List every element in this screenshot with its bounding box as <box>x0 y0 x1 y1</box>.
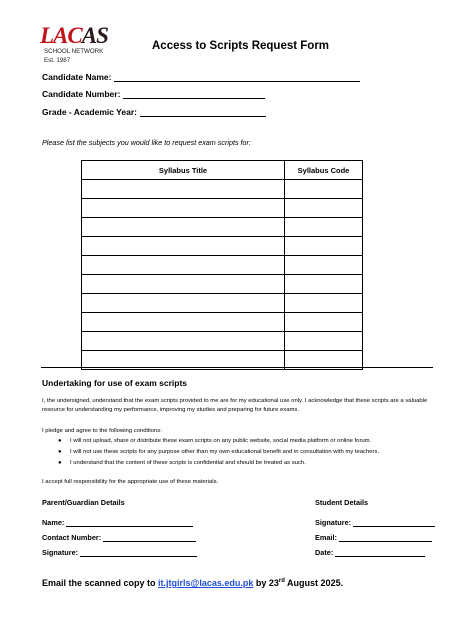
table-row <box>82 180 363 199</box>
header-syllabus-title: Syllabus Title <box>82 161 285 180</box>
syllabus-title-cell[interactable] <box>82 199 285 218</box>
parent-signature-line[interactable] <box>80 549 197 557</box>
student-date-label: Date: <box>315 548 334 557</box>
student-signature-field[interactable] <box>315 518 435 527</box>
syllabus-title-cell[interactable] <box>82 218 285 237</box>
syllabus-title-cell[interactable] <box>82 275 285 294</box>
table-row <box>82 218 363 237</box>
syllabus-title-cell[interactable] <box>82 237 285 256</box>
student-signature-line[interactable] <box>353 519 435 527</box>
form-title: Access to Scripts Request Form <box>152 40 330 52</box>
syllabus-code-cell[interactable] <box>285 218 363 237</box>
parent-name-line[interactable] <box>66 519 193 527</box>
parent-contact-line[interactable] <box>103 534 196 542</box>
table-row <box>82 199 363 218</box>
logo-mark <box>40 24 108 47</box>
grade-year-field[interactable] <box>42 107 266 117</box>
undertaking-heading: Undertaking for use of exam scripts <box>42 378 188 388</box>
grade-year-line[interactable] <box>140 108 266 117</box>
student-email-label: Email: <box>315 533 337 542</box>
candidate-name-line[interactable] <box>114 73 360 82</box>
list-item <box>58 459 428 468</box>
parent-signature-field[interactable] <box>42 548 197 557</box>
table-header-row <box>82 161 363 180</box>
parent-contact-field[interactable] <box>42 533 196 542</box>
candidate-number-field[interactable] <box>42 89 265 99</box>
subjects-table <box>81 160 363 370</box>
syllabus-title-cell[interactable] <box>82 180 285 199</box>
bullet-icon: ● <box>58 459 62 466</box>
conditions-list <box>58 437 428 469</box>
logo-mark-left: LAC <box>40 23 82 48</box>
undertaking-intro: I, the undersigned, understand that the exam scripts provided to me are for my educational use only. I acknowledge that these scripts are a valuable resource for understanding my performance, improving my studies and preparing for future exams. <box>42 398 428 413</box>
deadline-rest: August 2025. <box>284 578 344 588</box>
syllabus-code-cell[interactable] <box>285 332 363 351</box>
syllabus-code-cell[interactable] <box>285 180 363 199</box>
bullet-icon: ● <box>58 438 62 444</box>
condition-text: I will not upload, share or distribute these exam scripts on any public website, social media platform or online forum. <box>70 438 372 444</box>
syllabus-code-cell[interactable] <box>285 275 363 294</box>
logo-network-text: SCHOOL NETWORK <box>44 48 104 55</box>
submission-email-link[interactable]: it.jtgirls@lacas.edu.pk <box>158 578 254 588</box>
lacas-logo <box>40 24 112 70</box>
subjects-instruction: Please list the subjects you would like to request exam scripts for: <box>42 138 251 147</box>
condition-text: I understand that the content of these scripts is confidential and should be treated as such. <box>70 459 306 466</box>
syllabus-title-cell[interactable] <box>82 332 285 351</box>
submission-instruction <box>42 578 343 588</box>
table-row <box>82 313 363 332</box>
syllabus-code-cell[interactable] <box>285 313 363 332</box>
submission-deadline: by 23 <box>255 578 279 588</box>
syllabus-title-cell[interactable] <box>82 313 285 332</box>
list-item <box>58 448 428 457</box>
syllabus-code-cell[interactable] <box>285 237 363 256</box>
candidate-number-label: Candidate Number: <box>42 89 121 99</box>
table-row <box>82 275 363 294</box>
student-email-field[interactable] <box>315 533 432 542</box>
submission-prefix: Email the scanned copy to <box>42 578 156 588</box>
syllabus-code-cell[interactable] <box>285 256 363 275</box>
parent-contact-label: Contact Number: <box>42 533 102 542</box>
syllabus-code-cell[interactable] <box>285 199 363 218</box>
candidate-name-field[interactable] <box>42 72 360 82</box>
syllabus-code-cell[interactable] <box>285 294 363 313</box>
parent-details-heading: Parent/Guardian Details <box>42 498 125 507</box>
syllabus-title-cell[interactable] <box>82 256 285 275</box>
table-row <box>82 294 363 313</box>
student-details-heading: Student Details <box>315 498 369 507</box>
student-signature-label: Signature: <box>315 518 352 527</box>
logo-est-text: Est. 1987 <box>44 57 71 64</box>
candidate-number-line[interactable] <box>123 90 265 99</box>
condition-text: I will not use these scripts for any purpose other than my own educational benefit and in consultation with my teachers. <box>70 448 380 455</box>
student-date-line[interactable] <box>335 549 425 557</box>
candidate-name-label: Candidate Name: <box>42 72 112 82</box>
section-divider <box>41 367 433 368</box>
bullet-icon: ● <box>58 448 62 455</box>
logo-mark-right: AS <box>81 23 108 48</box>
pledge-text: I pledge and agree to the following conditions: <box>42 428 162 434</box>
grade-year-label: Grade - Academic Year: <box>42 107 137 117</box>
list-item <box>58 437 428 446</box>
header-syllabus-code: Syllabus Code <box>285 161 363 180</box>
table-row <box>82 237 363 256</box>
parent-signature-label: Signature: <box>42 548 79 557</box>
deadline-ordinal: rd <box>278 578 285 584</box>
syllabus-title-cell[interactable] <box>82 294 285 313</box>
table-row <box>82 256 363 275</box>
table-row <box>82 332 363 351</box>
responsibility-text: I accept full responsibility for the appropriate use of these materials. <box>42 479 219 485</box>
parent-name-field[interactable] <box>42 518 193 527</box>
student-date-field[interactable] <box>315 548 425 557</box>
student-email-line[interactable] <box>339 534 432 542</box>
parent-name-label: Name: <box>42 518 65 527</box>
